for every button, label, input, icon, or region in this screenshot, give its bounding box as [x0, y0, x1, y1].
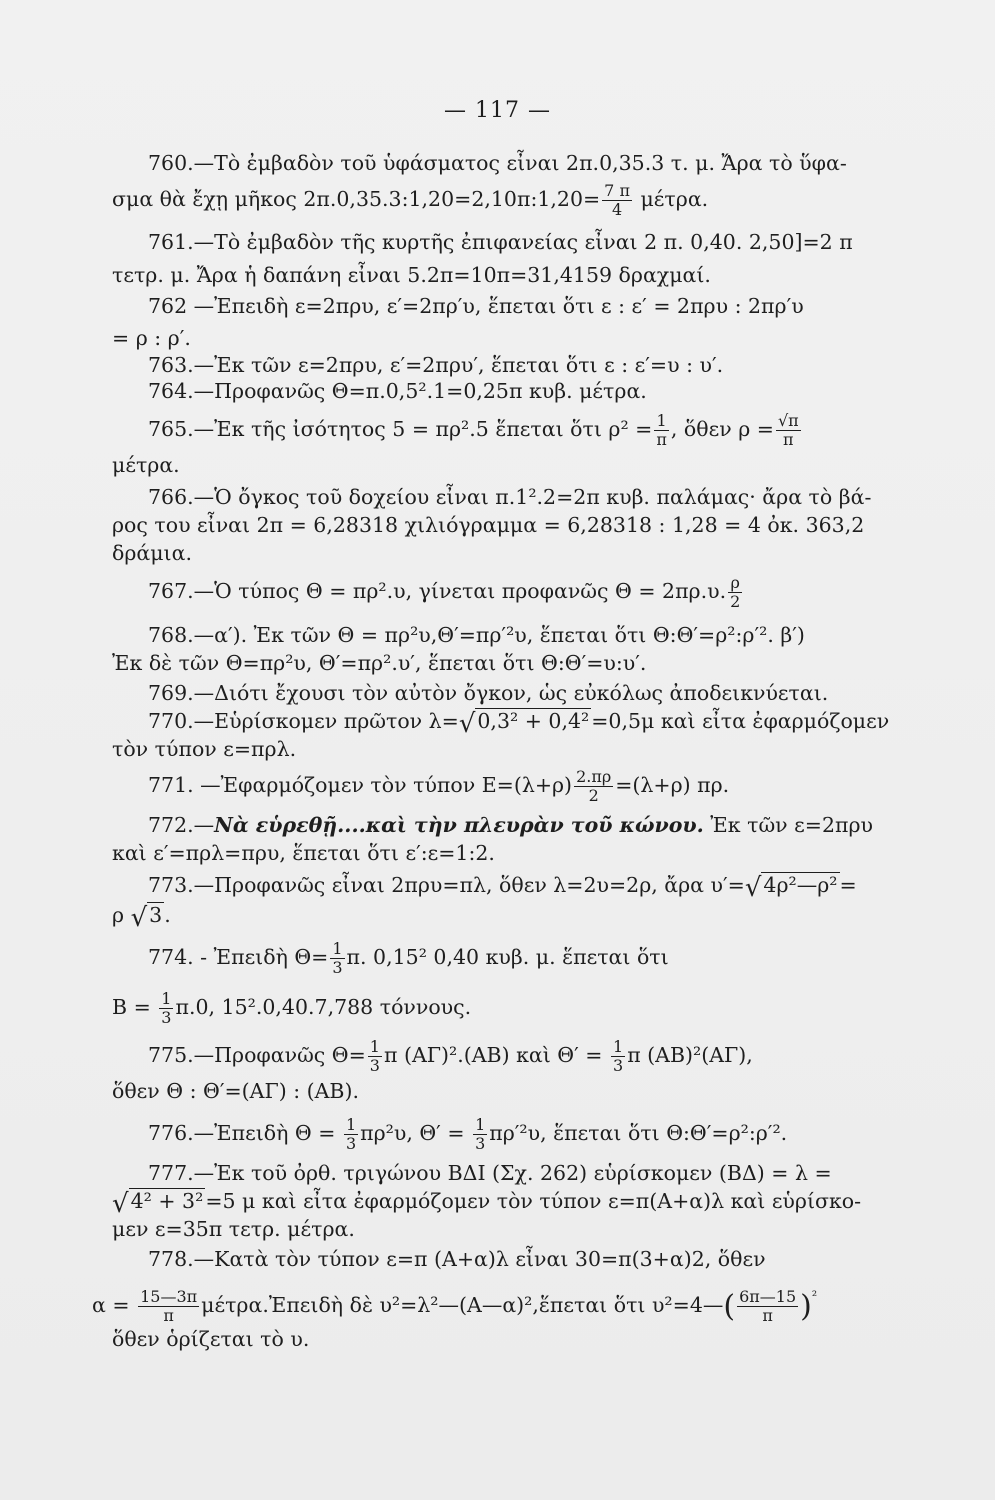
text-line-766c: δράμια.: [112, 541, 192, 565]
text-line-761b: τετρ. μ. Ἄρα ἡ δαπάνη εἶναι 5.2π=10π=31,4159 δραχμαί.: [112, 263, 711, 287]
text-line-766b: ρος του εἶναι 2π = 6,28318 χιλιόγραμμα = 6,28318 : 1,28 = 4 ὀκ. 363,2: [112, 513, 865, 537]
text-line-774b: B = $\frac{1}{3}$ π.0, 15².0,40.7,788 τόννους.: [112, 989, 472, 1027]
square-root: √0,3² + 0,4²: [458, 709, 590, 739]
text-line-778a: 778.—Κατὰ τὸν τύπον ε=π (Α+α)λ εἶναι 30=π(3+α)2, ὅθεν: [148, 1247, 766, 1271]
square-root: √3: [130, 903, 163, 933]
fraction: $\frac{1}{3}$: [475, 1115, 486, 1153]
fraction: $\frac{2.\pi\rho}{2}$: [576, 767, 612, 805]
fraction: $\frac{1}{3}$: [345, 1115, 357, 1153]
text-line-777b: √4² + 3²=5 μ καὶ εἶτα ἐφαρμόζομεν τὸν τύπον ε=π(Α+α)λ καὶ εὑρίσκο-: [112, 1189, 862, 1219]
text-line-768a: 768.—α′). Ἐκ τῶν Θ = πρ²υ,Θ′=πρ′²υ, ἕπεται ὅτι Θ:Θ′=ρ²:ρ′². β′): [148, 623, 805, 647]
text-line-773b: ρ √3.: [112, 903, 171, 933]
fraction: $\frac{1}{\pi}$: [656, 411, 667, 449]
fraction: $\frac{6\pi—15}{\pi}$: [739, 1287, 797, 1325]
fraction: $\frac{\rho}{2}$: [730, 573, 741, 611]
text-line-766a: 766.—Ὁ ὄγκος τοῦ δοχείου εἶναι π.1².2=2π κυβ. παλάμας· ἄρα τὸ βά-: [148, 485, 872, 509]
text-line-775a: 775.—Προφανῶς Θ= $\frac{1}{3}$ π (ΑΓ)².(ΑΒ) καὶ Θ′ = $\frac{1}{3}$ π (ΑΒ)²(ΑΓ),: [148, 1037, 753, 1075]
text-line-776: 776.—Ἐπειδὴ Θ = $\frac{1}{3}$ πρ²υ, Θ′ = $\frac{1}{3}$ πρ′²υ, ἕπεται ὅτι Θ:Θ′=ρ²:ρ′².: [148, 1115, 788, 1153]
text-line-767: 767.—Ὁ τύπος Θ = πρ².υ, γίνεται προφανῶς Θ = 2πρ.υ. $\frac{\rho}{2}$: [148, 573, 741, 611]
text-line-770b: τὸν τύπον ε=πρλ.: [112, 737, 297, 761]
text-line-770a: 770.—Εὑρίσκομεν πρῶτον λ=√0,3² + 0,4²=0,5μ καὶ εἶτα ἐφαρμόζομεν: [148, 709, 890, 739]
text-line-772b: καὶ ε′=πρλ=πρυ, ἕπεται ὅτι ε′:ε=1:2.: [112, 841, 495, 865]
text-line-768b: Ἐκ δὲ τῶν Θ=πρ²υ, Θ′=πρ².υ′, ἕπεται ὅτι Θ:Θ′=υ:υ′.: [112, 651, 647, 675]
text-line-764: 764.—Προφανῶς Θ=π.0,5².1=0,25π κυβ. μέτρα.: [148, 379, 647, 403]
text-line-778b: α = $\frac{15—3\pi}{\pi}$ μέτρα.Ἐπειδὴ δὲ υ²=λ²—(Α—α)²,ἕπεται ὅτι υ²=4—( $\frac{6\pi—15}{\pi}$ )$^{^2}$: [92, 1287, 818, 1325]
text-line-760a: 760.—Τὸ ἐμβαδὸν τοῦ ὑφάσματος εἶναι 2π.0,35.3 τ. μ. Ἄρα τὸ ὕφα-: [148, 151, 847, 175]
text-line-765: 765.—Ἐκ τῆς ἰσότητος 5 = πρ².5 ἕπεται ὅτι ρ² = $\frac{1}{\pi}$ , ὅθεν ρ = $\frac{√\pi}{\pi}$: [148, 411, 799, 449]
text-line-771: 771. —Ἐφαρμόζομεν τὸν τύπον Ε=(λ+ρ) $\frac{2.\pi\rho}{2}$ =(λ+ρ) πρ.: [148, 767, 730, 805]
text-line-777c: μεν ε=35π τετρ. μέτρα.: [112, 1217, 355, 1241]
fraction: $\frac{1}{3}$: [613, 1037, 624, 1075]
text-line-763: 763.—Ἐκ τῶν ε=2πρυ, ε′=2πρυ′, ἕπεται ὅτι ε : ε′=υ : υ′.: [148, 353, 724, 377]
text-line-773a: 773.—Προφανῶς εἶναι 2πρυ=πλ, ὅθεν λ=2υ=2ρ, ἄρα υ′=√4ρ²—ρ²=: [148, 873, 857, 903]
text-line-765b: μέτρα.: [112, 453, 180, 477]
square-root: √4ρ²—ρ²: [744, 873, 838, 903]
text-line-777a: 777.—Ἐκ τοῦ ὀρθ. τριγώνου ΒΔΙ (Σχ. 262) εὑρίσκομεν (ΒΔ) = λ =: [148, 1161, 832, 1185]
text-line-778c: ὅθεν ὁρίζεται τὸ υ.: [112, 1327, 310, 1351]
text-line-761a: 761.—Τὸ ἐμβαδὸν τῆς κυρτῆς ἐπιφανείας εἶναι 2 π. 0,40. 2,50]=2 π: [148, 230, 853, 254]
text-line-774a: 774. - Ἐπειδὴ Θ= $\frac{1}{3}$ π. 0,15² 0,40 κυβ. μ. ἕπεται ὅτι: [148, 939, 669, 977]
text-line-775b: ὅθεν Θ : Θ′=(ΑΓ) : (ΑΒ).: [112, 1079, 360, 1103]
fraction: $\frac{15—3\pi}{\pi}$: [140, 1287, 198, 1325]
square-root: √4² + 3²: [112, 1189, 204, 1219]
text-line-762a: 762 —Ἐπειδὴ ε=2πρυ, ε′=2πρ′υ, ἕπεται ὅτι ε : ε′ = 2πρυ : 2πρ′υ: [148, 294, 804, 318]
fraction: $\frac{1}{3}$: [332, 939, 343, 977]
fraction: $\frac{7 \pi}{4}$: [604, 181, 630, 219]
fraction: $\frac{1}{3}$: [161, 989, 172, 1027]
fraction: $\frac{1}{3}$: [369, 1037, 380, 1075]
fraction: $\frac{√\pi}{\pi}$: [777, 411, 799, 449]
text-line-772a: 772.—Νὰ εὑρεθῇ....καὶ τὴν πλευρὰν τοῦ κώνου. Ἐκ τῶν ε=2πρυ: [148, 813, 873, 837]
text-line-760b: σμα θὰ ἔχῃ μῆκος 2π.0,35.3:1,20=2,10π:1,20= $\frac{7 \pi}{4}$ μέτρα.: [112, 181, 709, 219]
page-number: — 117 —: [444, 98, 551, 123]
text-line-769: 769.—Διότι ἔχουσι τὸν αὐτὸν ὄγκον, ὡς εὐκόλως ἀποδεικνύεται.: [148, 681, 829, 705]
text-line-762b: = ρ : ρ′.: [112, 326, 191, 350]
